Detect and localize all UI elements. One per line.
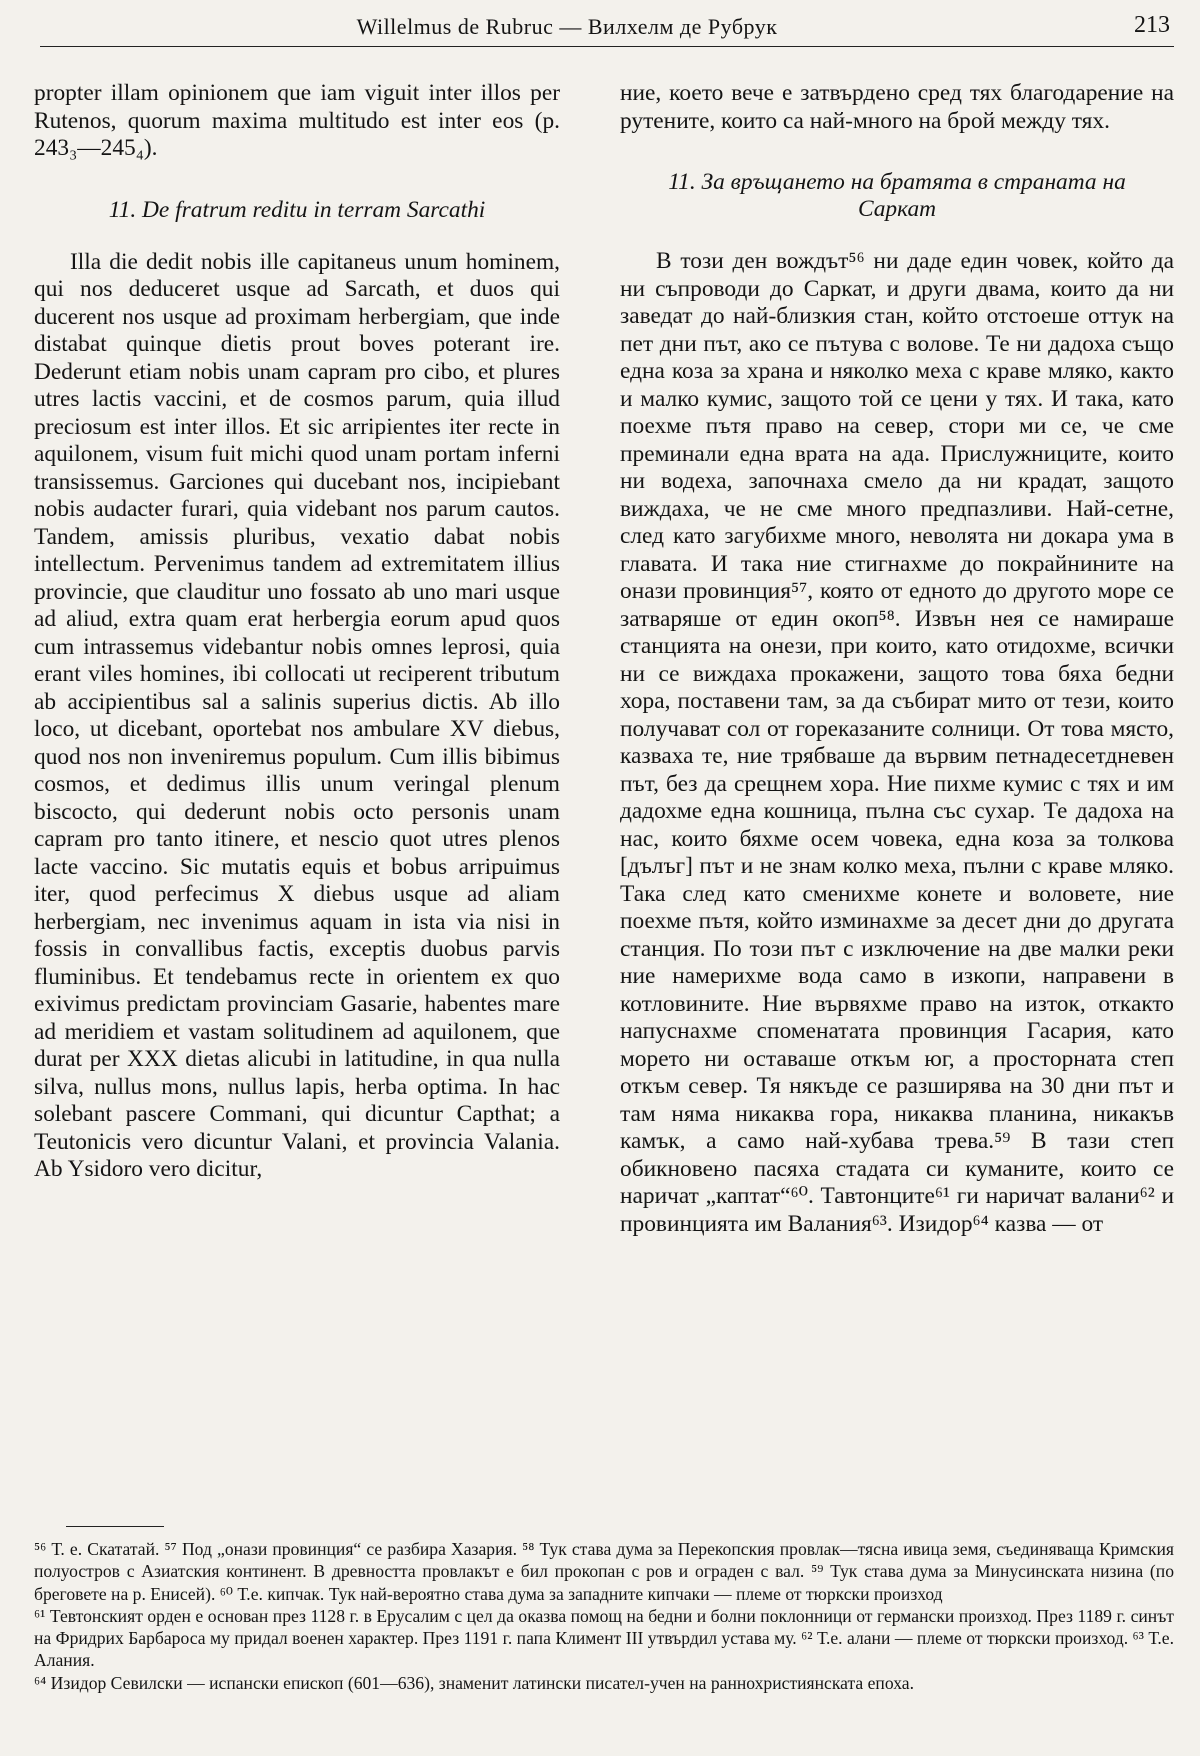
footnotes xyxy=(34,1538,1174,1694)
latin-section-heading: 11. De fratrum reditu in terram Sarcathi xyxy=(108,196,486,223)
footnote-block-64: ⁶⁴ Изидор Севилски — испански епископ (601—636), знаменит латински писател-учен на раннохристиянската епоха. xyxy=(34,1672,914,1693)
footnote-rule xyxy=(66,1526,164,1527)
page-number: 213 xyxy=(1134,12,1170,38)
latin-continuation-paragraph: propter illam opinionem que iam viguit inter illos per Rutenos, quorum maxima multitudo est inter eos (p. 243₃—245₄). xyxy=(34,80,560,161)
latin-column xyxy=(34,80,560,1184)
page-header xyxy=(40,12,1174,47)
footnote-block-61-63: ⁶¹ Тевтонският орден е основан през 1128 г. в Ерусалим с цел да оказва помощ на бедни и болни поклонници от германски произход. През 1189 г. синът на Фридрих Барбароса му придал военен характер. През 1191 г. папа Климент III утвърдил устава му. ⁶² Т.е. алани — племе от тюркски произход. ⁶³ Т.е. Алания. xyxy=(34,1605,1174,1671)
footnote-block-56-60: ⁵⁶ Т. е. Скататай. ⁵⁷ Под „онази провинция“ се разбира Хазария. ⁵⁸ Тук става дума за Перекопския провлак—тясна ивица земя, съединяваща Кримския полуостров с Азиатския континент. В древността провлакът е бил прокопан с ров и ограден с вал. ⁵⁹ Тук става дума за Минусинската низина (по бреговете на р. Енисей). ⁶⁰ Т.е. кипчак. Тук най-вероятно става дума за западните кипчаки — племе от тюркски произход xyxy=(34,1539,1174,1604)
latin-body-paragraph: Illa die dedit nobis ille capitaneus unum hominem, qui nos deduceret usque ad Sarcath, et duos qui ducerent nos usque ad proximam herbergiam, que inde distabat quinque dietis prout boves poterant ire. Dederunt etiam nobis unam capram pro cibo, et plures utres lactis vaccini, et de cosmos parum, quia illud preciosum est inter illos. Et sic arripientes iter recte in aquilonem, visum fuit michi quod unam portam inferni transissemus. Garciones qui ducebant nos, incipiebant nobis audacter furari, quia videbant nos parum cautos. Tandem, amissis pluribus, vexatio dabat nobis intellectum. Pervenimus tandem ad extremitatem illius provincie, que clauditur uno fossato ab uno mari usque ad aliud, extra quam erat herbergia eorum apud quos cum intrassemus videbantur nobis omnes leprosi, quia erant viles homines, ibi collocati ut reciperent tributum ab accipientibus sal a salinis superius dictis. Ab illo loco, ut dicebant, oportebat nos ambulare XV diebus, quod nos non inveniremus populum. Cum illis bibimus cosmos, et dedimus illis unum veringal plenum biscocto, qui dederunt nobis octo personis unam capram pro tanto itinere, et nescio quot utres plenos lacte vaccino. Sic mutatis equis et bobus arripuimus iter, quod perfecimus X diebus usque ad aliam herbergiam, nec invenimus aquam in ista via nisi in fossis in convallibus factis, exceptis duobus parvis fluminibus. Et tendebamus recte in orientem ex quo exivimus predictam provinciam Gasarie, habentes mare ad meridiem et vastam solitudinem ad aquilonem, que durat per XXX dietas alicubi in latitudine, in qua nulla silva, nullus mons, nullus lapis, herba optima. In hac solebant pascere Commani, qui dicuntur Capthat; a Teutonicis vero dicuntur Valani, et provincia Valania. Ab Ysidoro vero dicitur, xyxy=(34,248,560,1182)
bulgarian-continuation-paragraph: ние, което вече е затвърдено сред тях благодарение на рутените, които са най-много на брой между тях. xyxy=(620,80,1174,134)
bulgarian-section-heading: 11. За връщането на братята в страната на Саркат xyxy=(668,169,1126,222)
bulgarian-body-paragraph: В този ден вождът⁵⁶ ни даде един човек, който да ни съпроводи до Саркат, и други двама, които да ни заведат до най-близкия стан, който отстоеше оттук на пет дни път, ако се пътува с волове. Те ни дадоха също една коза за храна и няколко меха с краве мляко, както и малко кумис, защото той се цени у тях. И така, като поехме пътя право на север, стори ми се, че сме преминали една врата на ада. Прислужниците, които ни водеха, започнаха смело да ни крадат, защото виждаха, че не сме много предпазливи. Най-сетне, след като загубихме много, неволята ни докара ума в главата. И така ние стигнахме до покрайнините на онази провинция⁵⁷, която от едното до другото море се затваряше от един окоп⁵⁸. Извън нея се намираше станцията на онези, при които, като отидохме, всички ни се виждаха прокажени, защото това бяха бедни хора, поставени там, за да събират мито от тези, които получават сол от гореказаните солници. От това място, казваха те, ние трябваше да вървим петнадесетдневен път, без да срещнем хора. Ние пихме кумис с тях и им дадохме една кошница, пълна със сухар. Те дадоха на нас, които бяхме осем човека, една коза за толкова [дълъг] път и не знам колко меха, пълни с краве мляко. Така след като сменихме конете и воловете, ние поехме пътя, който изминахме за десет дни до другата станция. По този път с изключение на две малки реки ние намерихме вода само в изкопи, направени в котловините. Ние вървяхме право на изток, откакто напуснахме споменатата провинция Гасария, като морето ни оставаше откъм юг, а просторната степ откъм север. Тя някъде се разширява на 30 дни път и там няма никаква гора, никаква планина, никакъв камък, а само най-хубава трева.⁵⁹ В тази степ обикновено пасяха стадата си куманите, които се наричат „каптат“⁶⁰. Тавтонците⁶¹ ги наричат валани⁶² и провинцията им Валания⁶³. Изидор⁶⁴ казва — от xyxy=(620,248,1174,1237)
bulgarian-column xyxy=(620,80,1174,1238)
running-head: Willelmus de Rubruc — Вилхелм де Рубрук xyxy=(356,14,778,39)
